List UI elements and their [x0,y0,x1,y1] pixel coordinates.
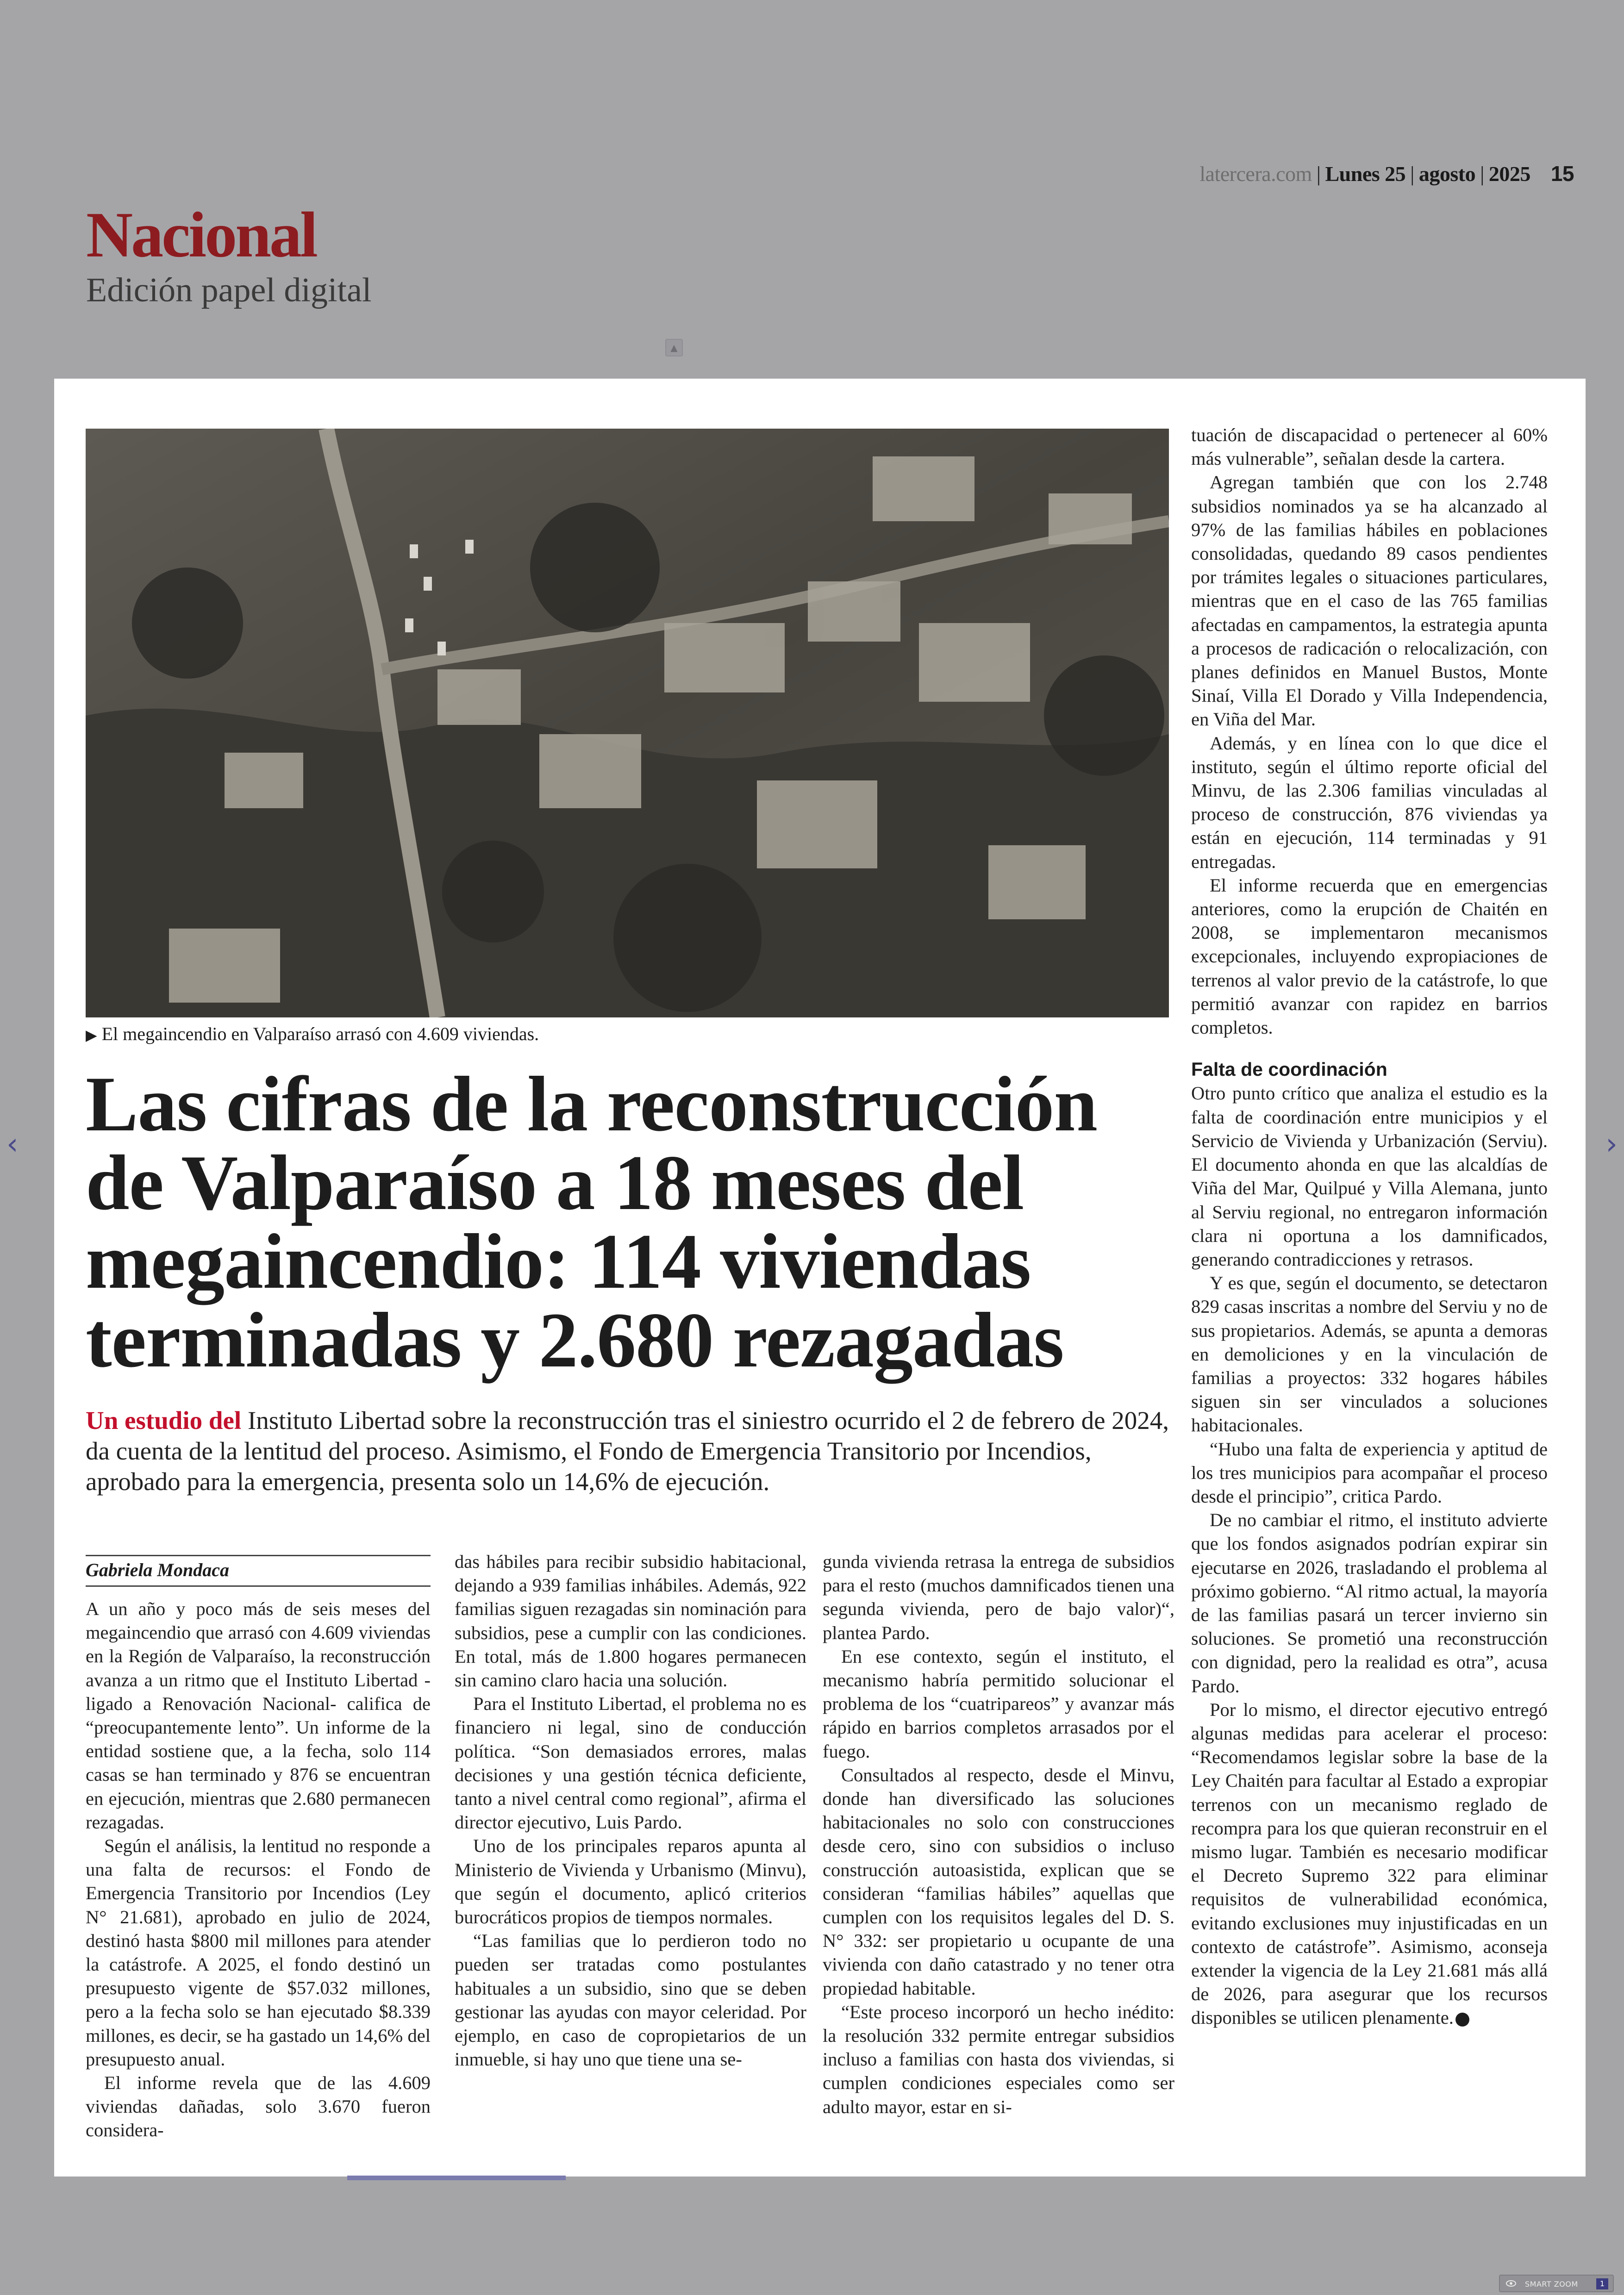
byline: Gabriela Mondaca [86,1555,431,1587]
paragraph: Y es que, según el documento, se detectaron 829 casas inscritas a nombre del Serviu y no de sus propietarios. Además, se apunta a demoras en demoliciones y en la vinculación de familias a proyectos: 332 hogares hábiles siguen sin ser vinculados a soluciones habitacionales. [1191,1272,1548,1436]
paragraph: De no cambiar el ritmo, el instituto advierte que los fondos asignados podrían expirar sin ejecutarse en 2026, trasladando el problema al próximo gobierno. “Al ritmo actual, la mayoría de las familias pasará un tercer invierno sin soluciones. Se prometió una reconstrucción con dignidad, pero la realidad es otra”, acusa Pardo. [1191,1509,1548,1696]
section-title: Nacional [86,199,316,271]
chevron-up-icon[interactable]: ▲ [665,339,683,356]
lead-text: Instituto Libertad sobre la reconstrucción tras el siniestro ocurrido el 2 de febrero de 2024, da cuenta de la lentitud del proceso. Asimismo, el Fondo de Emergencia Transitorio por Incendios, aprobado para la emergencia, presenta solo un 14,6% de ejecución. [86,1406,1169,1496]
paragraph: Otro punto crítico que analiza el estudio es la falta de coordinación entre municipios y el Servicio de Vivienda y Urbanización (Serviu). El documento ahonda en que las alcaldías de Viña del Mar, Quilpué y Villa Alemana, junto al Serviu regional, no entregaron información clara ni oportuna a los damnificados, generando contradicciones y retrasos. [1191,1083,1548,1270]
paragraph: tuación de discapacidad o pertenecer al 60% más vulnerable”, señalan desde la cartera. [1191,424,1548,469]
edition-subtitle: Edición papel digital [86,271,372,309]
date-month: agosto [1418,162,1476,186]
chevron-left-icon[interactable]: ‹ [6,1127,19,1161]
newspaper-page [54,379,1586,2177]
end-of-article-icon [1455,2013,1469,2027]
scrollbar-thumb[interactable] [347,2176,566,2180]
paragraph: “Este proceso incorporó un hecho inédito: la resolución 332 permite entregar subsidios incluso a familias con hasta dos viviendas, si cumplen condiciones especiales como ser adulto mayor, estar en si- [823,2001,1174,2117]
article-photo [86,429,1169,1017]
date-year: 2025 [1488,162,1530,186]
page-number: 15 [1550,162,1574,186]
paragraph: Uno de los principales reparos apunta al Ministerio de Vivienda y Urbanismo (Minvu), que según el documento, aplicó criterios burocráticos propios de tiempos normales. [455,1835,806,1928]
smart-zoom-label: SMART ZOOM [1525,2280,1578,2289]
paragraph: Agregan también que con los 2.748 subsidios nominados ya se ha alcanzado al 97% de las familias hábiles en poblaciones consolidadas, quedando 89 casos pendientes por trámites legales o situaciones particulares, mientras que en el caso de las 765 familias afectadas en campamentos, la estrategia apunta a procesos de radicación o relocalización, con planes definidos en Manuel Bustos, Monte Sinaí, Villa El Dorado y Villa Independencia, en Viña del Mar. [1191,472,1548,730]
article-headline: Las cifras de la reconstrucción de Valparaíso a 18 meses del megaincendio: 114 viviendas terminadas y 2.680 rezagadas [86,1060,1097,1384]
eye-icon [1505,2278,1517,2290]
paragraph: El informe recuerda que en emergencias anteriores, como la erupción de Chaitén en 2008, se implementaron mecanismos excepcionales, incluyendo expropiaciones de terrenos al valor previo de la catástrofe, lo que permitió avanzar con rapidez en barrios completos. [1191,874,1548,1038]
paragraph: El informe revela que de las 4.609 viviendas dañadas, solo 3.670 fueron considera- [86,2072,431,2141]
paragraph: Además, y en línea con lo que dice el instituto, según el último reporte oficial del Minvu, de las 2.306 familias vinculadas al proceso de construcción, 876 viviendas ya están en ejecución, 114 terminadas y 91 entregadas. [1191,732,1548,872]
article-column-3 [823,1550,1174,2119]
burned-hillside-photo [86,429,1169,1017]
paragraph: En ese contexto, según el instituto, el mecanismo habría permitido solucionar el problema de los “cuatripareos” y avanzar más rápido en barrios completos arrasados por el fuego. [823,1646,1174,1762]
page-scrollbar[interactable] [347,2176,893,2180]
site-name: latercera.com [1199,162,1312,186]
paragraph [1191,1698,1548,2030]
paragraph: A un año y poco más de seis meses del megaincendio que arrasó con 4.609 viviendas en la Región de Valparaíso, la reconstrucción avanza a un ritmo que el Instituto Libertad -ligado a Renovación Nacional- califica de “preocupantemente lento”. Un informe de la entidad sostiene que, a la fecha, solo 114 casas se han terminado y 876 se encuentran en ejecución, mientras que 2.680 permanecen rezagadas. [86,1598,431,1833]
triangle-right-icon: ▶ [86,1026,97,1044]
zoom-level: 1 [1596,2278,1608,2289]
paragraph: “Hubo una falta de experiencia y aptitud de los tres municipios para acompañar el proceso desde el principio”, critica Pardo. [1191,1438,1548,1507]
photo-caption: ▶ El megaincendio en Valparaíso arrasó con 4.609 viviendas. [86,1023,539,1044]
smart-zoom-control[interactable] [1499,2275,1614,2292]
paragraph: Consultados al respecto, desde el Minvu, donde han diversificado las soluciones habitacionales no solo con construcciones desde cero, sino con subsidios o incluso construcción autoasistida, explican que se consideran “familias hábiles” aquellas que cumplen con los requisitos legales del D. S. N° 332: ser propietario u ocupante de una vivienda con daño catastrado y no tener otra propiedad habitable. [823,1764,1174,1999]
date-day: Lunes 25 [1325,162,1406,186]
article-lead [86,1405,1187,1497]
paragraph: Para el Instituto Libertad, el problema no es financiero ni legal, sino de conducción política. “Son demasiados errores, malas decisiones y una gestión técnica deficiente, tanto a nivel central como regional”, afirma el director ejecutivo, Luis Pardo. [455,1693,806,1833]
paragraph: gunda vivienda retrasa la entrega de subsidios para el resto (muchos damnificados tienen una segunda vivienda, pero de bajo valor)“, plantea Pardo. [823,1551,1174,1643]
article-column-4 [1191,423,1548,2030]
article-column-2 [455,1550,806,2071]
paragraph: “Las familias que lo perdieron todo no pueden ser tratadas como postulantes habituales a un subsidio, sino que se deben gestionar las ayudas con mayor celeridad. Por ejemplo, en caso de copropietarios de un inmueble, si hay uno que tiene una se- [455,1930,806,2070]
article-subhead: Falta de coordinación [1191,1059,1387,1080]
paragraph: Según el análisis, la lentitud no responde a una falta de recursos: el Fondo de Emergencia Transitorio por Incendios (Ley N° 21.681), aprobado en julio de 2024, destinó hasta $800 mil millones para atender la catástrofe. A 2025, el fondo destinó un presupuesto vigente de $57.032 millones, pero a la fecha solo se han ejecutado $8.339 millones, es decir, se ha gastado un 14,6% del presupuesto anual. [86,1835,431,2070]
paragraph: das hábiles para recibir subsidio habitacional, dejando a 939 familias inhábiles. Además, 922 familias siguen rezagadas sin nominación para subsidios, pese a cumplir con las condiciones. En total, más de 1.800 hogares permanecen sin camino claro hacia una solución. [455,1551,806,1691]
paragraph-text: Por lo mismo, el director ejecutivo entregó algunas medidas para acelerar el proceso: “Recomendamos legislar sobre la base de la Ley Chaitén para facultar al Estado a expropiar terrenos con un mecanismo reglado de recompra para los que quieran reconstruir en el mismo lugar. También es necesario modificar el Decreto Supremo 322 para eliminar requisitos de vulnerabilidad económica, evitando exclusiones muy injustificadas en un contexto de catástrofe”. Asimismo, aconseja extender la vigencia de la Ley 21.681 más allá de 2026, para asegurar que los recursos disponibles se utilicen plenamente. [1191,1699,1548,2028]
page-meta: latercera.com | Lunes 25 | agosto | 2025 15 [1199,162,1574,186]
chevron-right-icon[interactable]: › [1605,1127,1618,1161]
lead-kicker: Un estudio del [86,1406,242,1434]
article-column-1 [86,1597,431,2142]
